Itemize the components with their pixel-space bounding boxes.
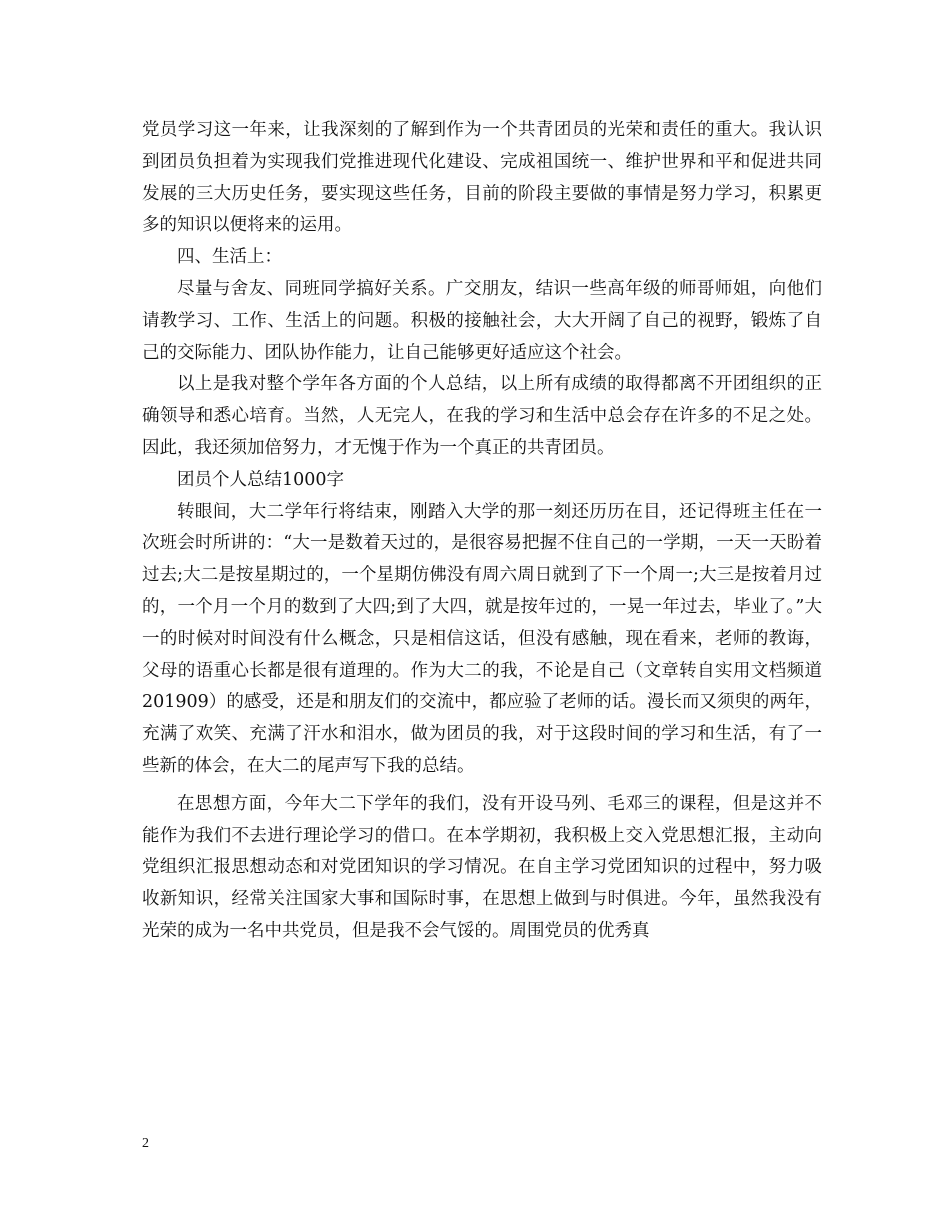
paragraph-party-study: 党员学习这一年来，让我深刻的了解到作为一个共青团员的光荣和责任的重大。我认识到团员负担着为实现我们党推进现代化建设、完成祖国统一、维护世界和平和促进共同发展的三大历史任务，要实现这些任务，目前的阶段主要做的事情是努力学习，积累更多的知识以便将来的运用。 <box>142 120 822 236</box>
paragraph-conclusion: 以上是我对整个学年各方面的个人总结，以上所有成绩的取得都离不开团组织的正确领导和悉心培育。当然，人无完人，在我的学习和生活中总会存在许多的不足之处。因此，我还须加倍努力，才无愧于作为一个真正的共青团员。 <box>142 374 822 458</box>
heading-summary-title: 团员个人总结1000字 <box>177 469 345 490</box>
document-body <box>142 115 822 948</box>
paragraph-ideology: 在思想方面，今年大二下学年的我们，没有开设马列、毛邓三的课程，但是这并不能作为我们不去进行理论学习的借口。在本学期初，我积极上交入党思想汇报，主动向党组织汇报思想动态和对党团知识的学习情况。在自主学习党团知识的过程中，努力吸收新知识，经常关注国家大事和国际时事，在思想上做到与时俱进。今年，虽然我没有光荣的成为一名中共党员，但是我不会气馁的。周围党员的优秀真 <box>142 793 822 941</box>
paragraph-time-reflection: 转眼间，大二学年行将结束，刚踏入大学的那一刻还历历在目，还记得班主任在一次班会时所讲的：“大一是数着天过的，是很容易把握不住自己的一学期，一天一天盼着过去;大二是按星期过的，一个星期仿佛没有周六周日就到了下一个周一;大三是按着月过的，一个月一个月的数到了大四;到了大四，就是按年过的，一晃一年过去，毕业了。”大一的时候对时间没有什么概念，只是相信这话，但没有感触，现在看来，老师的教诲，父母的语重心长都是很有道理的。作为大二的我，不论是自己（文章转自实用文档频道201909）的感受，还是和朋友们的交流中，都应验了老师的话。漫长而又须臾的两年，充满了欢笑、充满了汗水和泪水，做为团员的我，对于这段时间的学习和生活，有了一些新的体会，在大二的尾声写下我的总结。 <box>142 501 822 776</box>
page-number: 2 <box>142 1136 149 1151</box>
heading-life: 四、生活上： <box>177 247 282 268</box>
paragraph-life: 尽量与舍友、同班同学搞好关系。广交朋友，结识一些高年级的师哥师姐，向他们请教学习、工作、生活上的问题。积极的接触社会，大大开阔了自己的视野，锻炼了自己的交际能力、团队协作能力，让自己能够更好适应这个社会。 <box>142 278 822 363</box>
